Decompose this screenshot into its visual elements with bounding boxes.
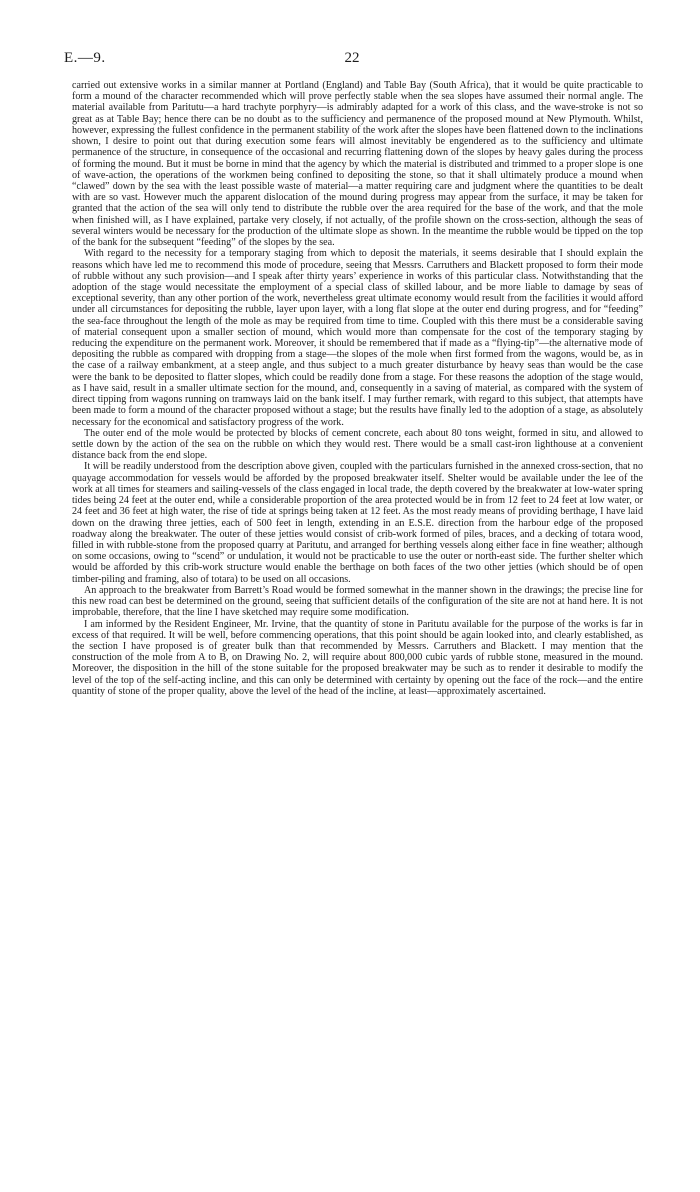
body-text: [72, 80, 643, 697]
paragraph-staging: With regard to the necessity for a temporary staging from which to deposit the materials, it seems desirable that I should explain the reasons which have led me to recommend this mode of procedure, seeing that Messrs. Carruthers and Blackett proposed to form their mode of rubble without any such provision—and I speak after thirty years’ experience in works of this particular class. Notwithstanding that the adoption of the stage would necessitate the employment of a special class of skilled labour, and be more liable to damage by seas of exceptional severity, than any other portion of the work, nevertheless great ultimate economy would result from the facilities it would afford under all circumstances for depositing the rubble, layer upon layer, with a long flat slope at the outer end during progress, and for “feeding” the sea-face throughout the length of the mole as may be required from time to time. Coupled with this there must be a considerable saving of material consequent upon a smaller section of mound, which would more than compensate for the cost of the temporary staging by reducing the expenditure on the permanent work. Moreover, it should be remembered that if made as a “flying-tip”—the alternative mode of depositing the rubble as compared with dropping from a stage—the slopes of the mole when first formed from the wagons, would be, as in the case of a railway embankment, at a steep angle, and thus subject to a much greater disturbance by heavy seas than would be the case were the bank to be deposited to flatter slopes, which could be readily done from a stage. For these reasons the adoption of the stage would, as I have said, result in a smaller ultimate section for the mound, and, consequently in a saving of material, as compared with the system of direct tipping from wagons running on tramways laid on the bank itself. I may further remark, with regard to this subject, that attempts have been made to form a mound of the character proposed without a stage; but the results have finally led to the adoption of a stage, as absolutely necessary for the economical and satisfactory progress of the work.: [72, 248, 643, 428]
paragraph-stone-quantity: I am informed by the Resident Engineer, Mr. Irvine, that the quantity of stone in Paritutu available for the purpose of the works is far in excess of that required. It will be well, before commencing operations, that this point should be again looked into, and clearly established, as the section I have proposed is of greater bulk than that recommended by Messrs. Carruthers and Blackett. I may mention that the construction of the mole from A to B, on Drawing No. 2, will require about 800,000 cubic yards of rubble stone, measured in the mound. Moreover, the disposition in the hill of the stone suitable for the proposed breakwater may be such as to render it desirable to modify the level of the top of the self-acting incline, and this can only be determined with certainty by opening out the face of the rock—and the entire quantity of stone of the proper quality, above the level of the head of the incline, at least—approximately ascertained.: [72, 618, 643, 697]
page-number: 22: [344, 50, 360, 66]
page-header: [64, 50, 640, 72]
paragraph-outer-end: The outer end of the mole would be protected by blocks of cement concrete, each about 80 tons weight, formed in situ, and allowed to settle down by the action of the sea on the rubble on which they would rest. There would be a small cast-iron lighthouse at a convenient distance back from the end slope.: [72, 427, 643, 462]
paragraph-approach-road: An approach to the breakwater from Barrett’s Road would be formed somewhat in the manner shown in the drawings; the precise line for this new road can best be determined on the ground, seeing that sufficient details of the configuration of the site are not at hand here. It is not improbable, therefore, that the line I have sketched may require some modification.: [72, 584, 643, 619]
paragraph-shelter-jetties: It will be readily understood from the description above given, coupled with the particulars furnished in the annexed cross-section, that no quayage accommodation for vessels would be afforded by the proposed breakwater itself. Shelter would be available under the lee of the work at all times for steamers and sailing-vessels of the class engaged in local trade, the depth covered by the breakwater at low-water spring tides being 24 feet at the outer end, while a considerable proportion of the area protected would be in from 12 feet to 24 feet at low water, or 24 feet and 36 feet at high water, the rise of tide at springs being taken at 12 feet. As the most ready means of providing berthage, I have laid down on the drawing three jetties, each of 500 feet in length, extending in an E.S.E. direction from the harbour edge of the proposed roadway along the breakwater. The outer of these jetties would consist of crib-work formed of piles, braces, and a decking of totara wood, filled in with rubble-stone from the proposed quarry at Paritutu, and arranged for berthing vessels along either face in fine weather; although on some occasions, owing to “scend” or undulation, it would not be practicable to use the outer or north-east side. The further shelter which would be afforded by this crib-work structure would enable the berthage on both faces of the two other jetties (which should be of open timber-piling and framing, also of totara) to be used on all occasions.: [72, 461, 643, 585]
paragraph-continued: carried out extensive works in a similar manner at Portland (England) and Table Bay (South Africa), that it would be quite practicable to form a mound of the character recommended which will prove perfectly stable when the sea slopes have assumed their normal angle. The material available from Paritutu—a hard trachyte porphyry—is admirably adapted for a work of this class, and the wave-stroke is not so great as at Table Bay; hence there can be no doubt as to the sufficiency and permanence of the proposed mound at New Plymouth. Whilst, however, expressing the fullest confidence in the permanent stability of the work after the slopes have been flattened down to the inclinations shown, I desire to point out that during execution some fears will almost inevitably be engendered as to the sufficiency and ultimate permanence of the structure, in consequence of the occasional and recurring flattening down of the slopes by heavy gales during the process of forming the mound. But it must be borne in mind that the agency by which the material is distributed and trimmed to a proper slope is one of wave-action, the operations of the workmen being confined to depositing the stone, so that it shall ultimately produce a mound when “clawed” down by the sea with the least possible waste of material—a matter requiring care and judgment where the quantities to be dealt with are so vast. However much the apparent dislocation of the mound during progress may appear from the surface, it may be taken for granted that the action of the sea will only tend to distribute the rubble over the area required for the base of the work, and that the mole when finished will, as I have explained, partake very closely, if not actually, of the profile shown on the cross-section, although the seas of several winters would be necessary for the production of the ultimate slope as shown. In the meantime the rubble would be tipped on the top of the bank for the subsequent “feeding” of the slopes by the sea.: [72, 80, 643, 249]
document-reference: E.—9.: [64, 50, 106, 66]
